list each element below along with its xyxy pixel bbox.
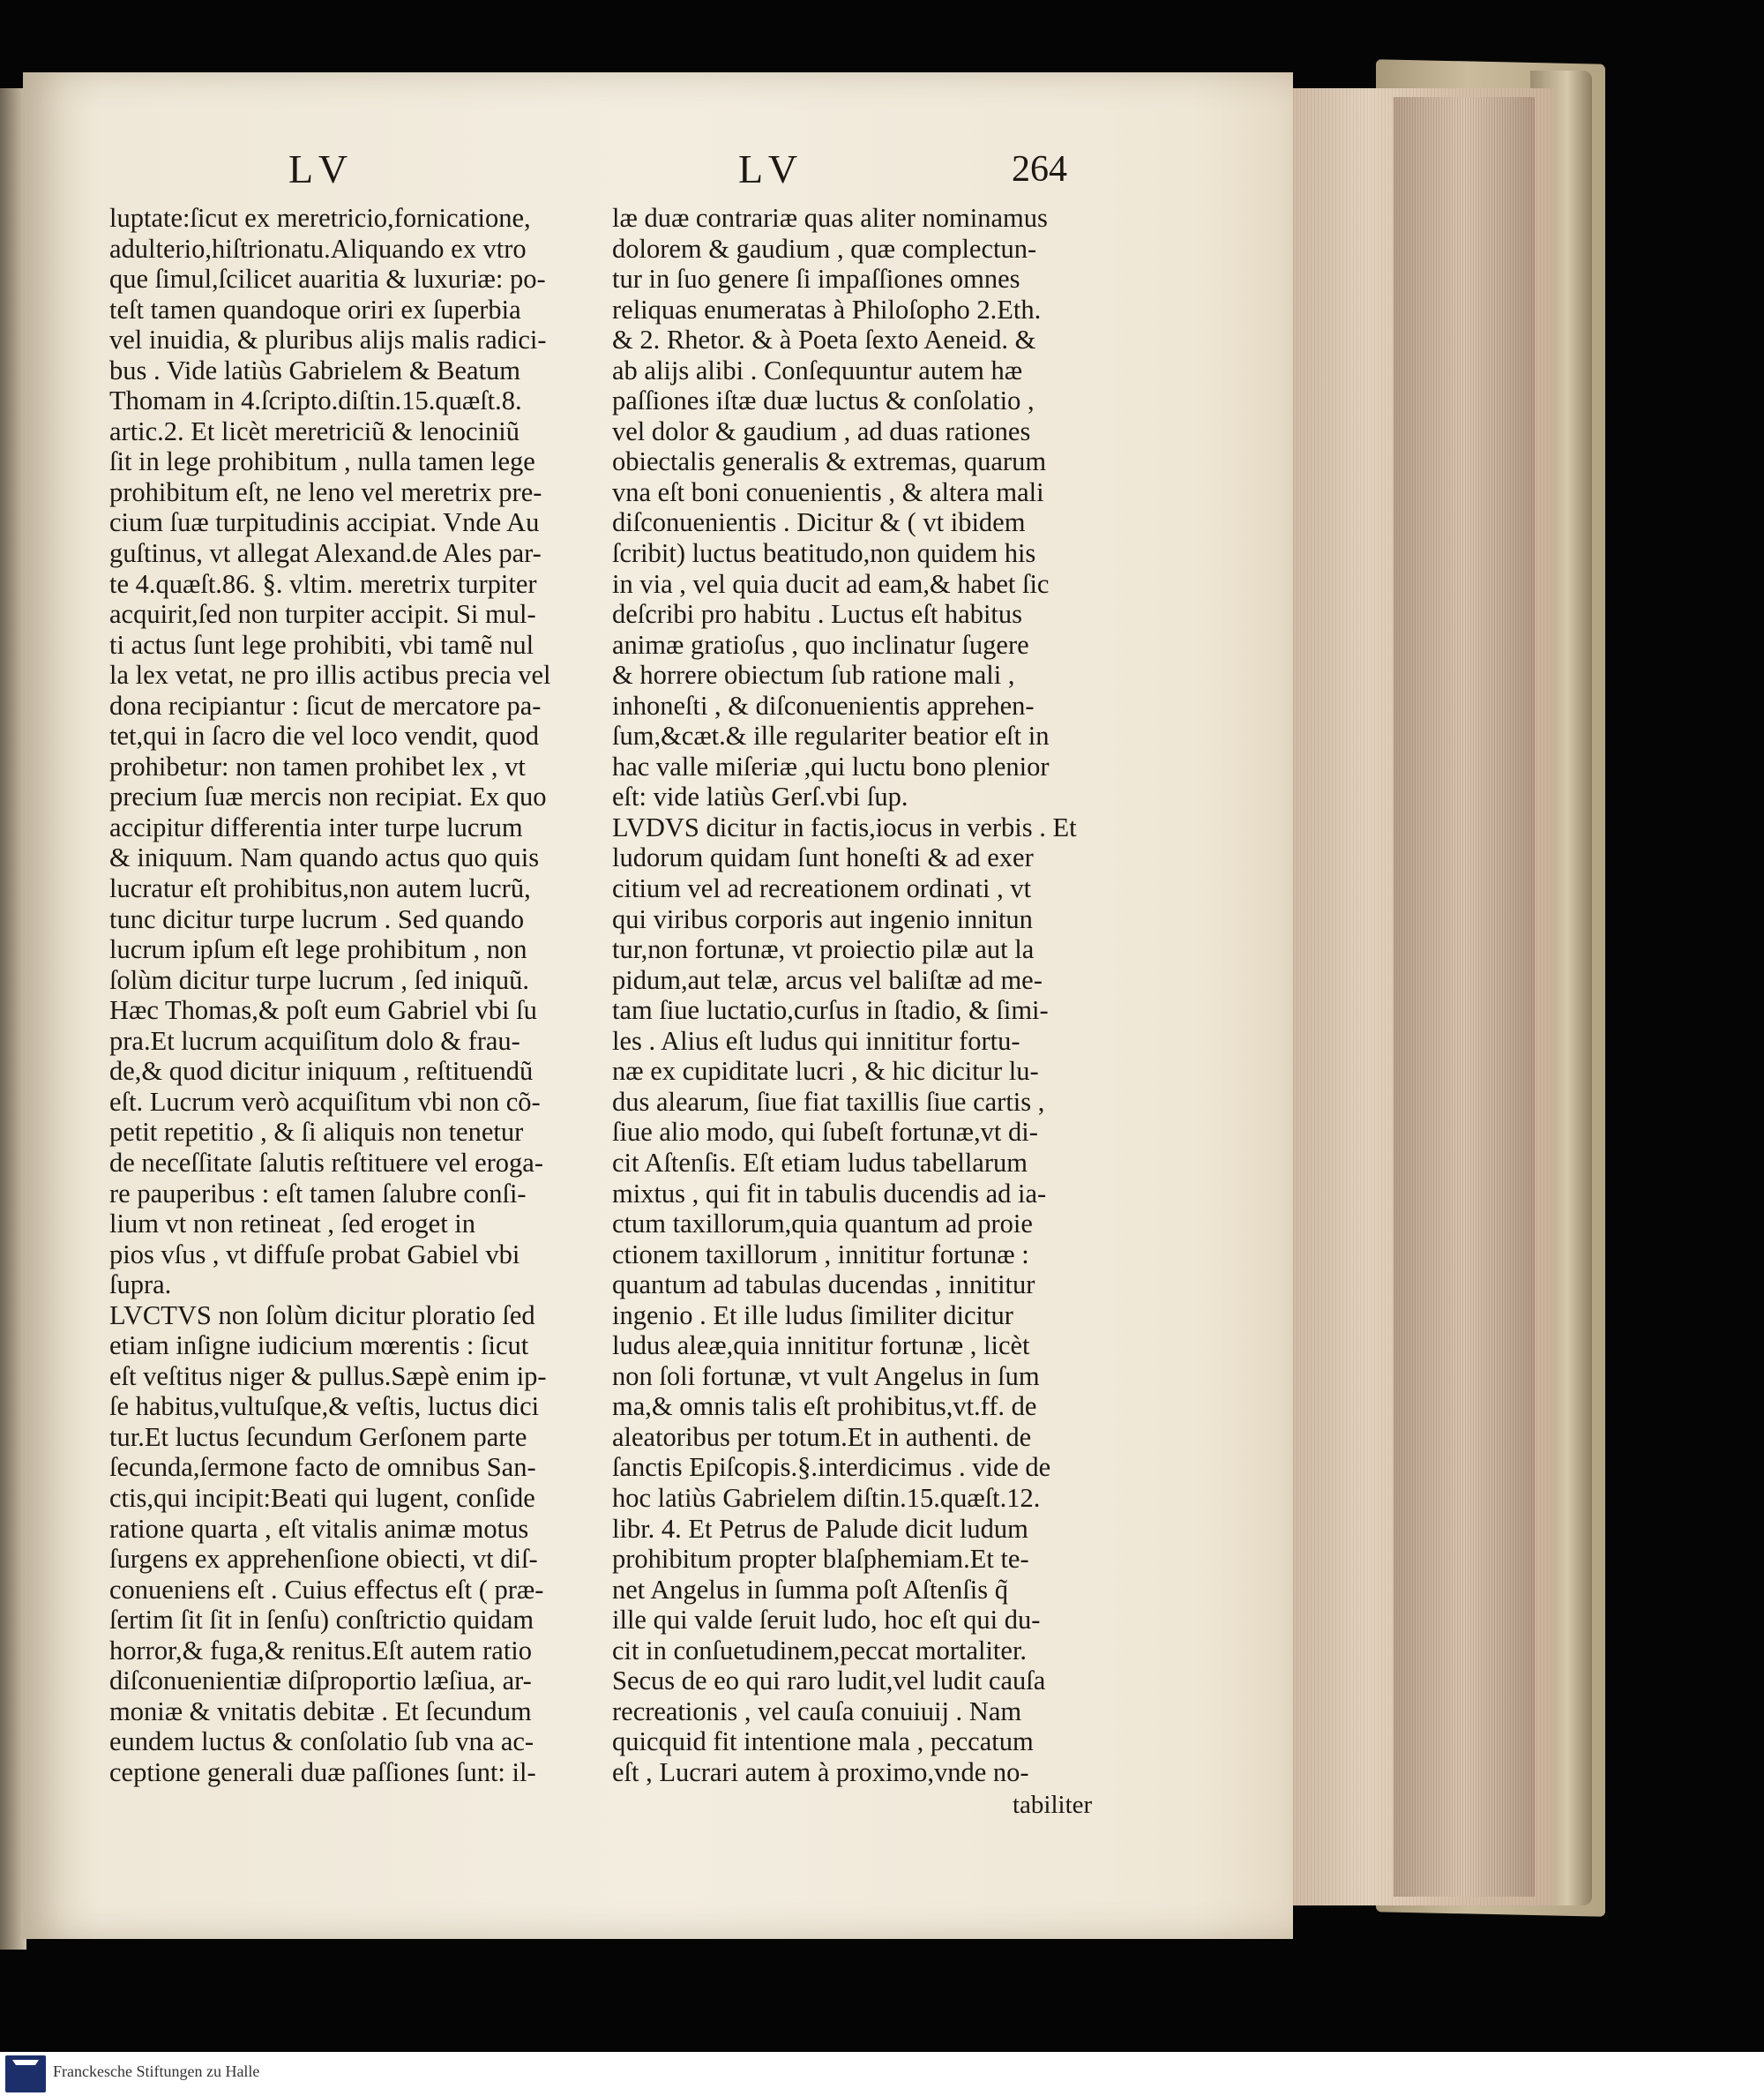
text-line: re pauperibus : eſt tamen ſalubre conſi- (109, 1178, 527, 1209)
footer-bar (0, 2052, 1764, 2096)
text-line: prohibitum eſt, ne leno vel meretrix pre- (109, 476, 542, 507)
running-head-right: LV (738, 146, 807, 191)
text-line: vel dolor & gaudium , ad duas rationes (612, 415, 1031, 446)
text-line: accipitur differentia inter turpe lucrum (109, 812, 523, 842)
text-line: eſt , Lucrari autem à proximo,vnde no- (612, 1756, 1029, 1787)
text-line: quicquid fit intentione mala , peccatum (612, 1726, 1034, 1757)
text-line: guſtinus, vt allegat Alexand.de Ales par- (109, 538, 542, 569)
text-line: næ ex cupiditate lucri , & hic dicitur lu- (612, 1056, 1039, 1087)
text-line: cit Aſtenſis. Eſt etiam ludus tabellarum (612, 1147, 1028, 1178)
logo-mark-icon (12, 2060, 39, 2079)
text-line: conueniens eſt . Cuius effectus eſt ( præ- (109, 1574, 544, 1605)
text-line: lucrum ipſum eſt lege prohibitum , non (109, 934, 527, 965)
text-line: ſupra. (109, 1269, 172, 1300)
text-line: diſconuenientis . Dicitur & ( vt ibidem (612, 507, 1026, 538)
text-line: tunc dicitur turpe lucrum . Sed quando (109, 903, 525, 934)
text-line: tet,qui in ſacro die vel loco vendit, quod (109, 721, 540, 752)
text-line: dus alearum, ſiue fiat taxillis ſiue cartis , (612, 1086, 1045, 1117)
text-line: deſcribi pro habitu . Luctus eſt habitus (612, 599, 1023, 630)
text-line: que ſimul,ſcilicet auaritia & luxuriæ: po- (109, 264, 546, 295)
text-line: eſt veſtitus niger & pullus.Sæpè enim ip- (109, 1360, 547, 1391)
text-line: tam ſiue luctatio,curſus in ſtadio, & ſimi- (612, 995, 1049, 1026)
text-line: vna eſt boni conuenientis , & altera mali (612, 476, 1044, 507)
text-line: cit in conſuetudinem,peccat mortaliter. (612, 1635, 1028, 1666)
text-line: aleatoribus per totum.Et in authenti. de (612, 1421, 1032, 1452)
text-line: ma,& omnis talis eſt prohibitus,vt.ff. de (612, 1391, 1037, 1422)
text-line: cium ſuæ turpitudinis accipiat. Vnde Au (109, 507, 540, 538)
text-line: net Angelus in ſumma poſt Aſtenſis q̃ (612, 1574, 1009, 1605)
text-line: diſconuenientiæ diſproportio læſiua, ar- (109, 1666, 532, 1696)
text-line: ſolùm dicitur turpe lucrum , ſed iniquũ. (109, 964, 530, 995)
text-line: eſt. Lucrum verò acquiſitum vbi non cõ- (109, 1086, 541, 1117)
text-line: hoc latiùs Gabrielem diſtin.15.quæſt.12. (612, 1482, 1041, 1513)
text-line: lium vt non retineat , ſed eroget in (109, 1209, 476, 1239)
text-line: ratione quarta , eſt vitalis animæ motus (109, 1513, 529, 1544)
running-head-left: LV (288, 146, 357, 191)
text-line: etiam inſigne iudicium mœrentis : ſicut (109, 1330, 529, 1361)
text-line: non ſoli fortunæ, vt vult Angelus in ſum (612, 1360, 1040, 1391)
text-line: artic.2. Et licèt meretriciũ & lenociniũ (109, 415, 519, 446)
text-line: prohibetur: non tamen prohibet lex , vt (109, 751, 526, 782)
text-line: adulterio,hiſtrionatu.Aliquando ex vtro (109, 233, 527, 264)
text-line: tur.Et luctus ſecundum Gerſonem parte (109, 1421, 527, 1452)
text-line: ludorum quidam ſunt honeſti & ad exer (612, 842, 1034, 873)
text-line: lucratur eſt prohibitus,non autem lucrũ, (109, 873, 531, 904)
text-line: horror,& fuga,& renitus.Eſt autem ratio (109, 1635, 533, 1666)
text-line: ab alijs alibi . Conſequuntur autem hæ (612, 355, 1023, 386)
text-line: les . Alius eſt ludus qui innititur fortu- (612, 1025, 1020, 1056)
text-line: moniæ & vnitatis debitæ . Et ſecundum (109, 1696, 532, 1726)
text-line: teſt tamen quandoque oriri ex ſuperbia (109, 294, 521, 325)
text-line: Secus de eo qui raro ludit,vel ludit cauſa (612, 1666, 1046, 1696)
text-line: quantum ad tabulas ducendas , innititur (612, 1269, 1035, 1300)
text-line: acquirit,ſed non turpiter accipit. Si mul- (109, 599, 536, 630)
text-line: la lex vetat, ne pro illis actibus precia vel (109, 660, 551, 691)
text-line: ſit in lege prohibitum , nulla tamen lege (109, 446, 535, 477)
text-line: ludus aleæ,quia innititur fortunæ , licèt (612, 1330, 1030, 1361)
text-line: ſertim ſit ſit in ſenſu) conſtrictio quidam (109, 1605, 534, 1636)
text-line: Thomam in 4.ſcripto.diſtin.15.quæſt.8. (109, 386, 522, 416)
text-line: ctionem taxillorum , innititur fortunæ : (612, 1239, 1029, 1269)
text-line: animæ gratioſus , quo inclinatur ſugere (612, 629, 1029, 660)
text-line: LVCTVS non ſolùm dicitur ploratio ſed (109, 1299, 535, 1330)
text-line: ſe habitus,vultuſque,& veſtis, luctus dici (109, 1391, 540, 1422)
page-fore-edge-inner (1394, 97, 1535, 1897)
text-line: petit repetitio , & ſi aliquis non tenetur (109, 1117, 524, 1148)
text-line: ctum taxillorum,quia quantum ad proie (612, 1209, 1033, 1239)
text-line: Hæc Thomas,& poſt eum Gabriel vbi ſu (109, 995, 537, 1026)
text-line: & horrere obiectum ſub ratione mali , (612, 660, 1015, 691)
text-line: precium ſuæ mercis non recipiat. Ex quo (109, 782, 547, 812)
text-column-right (612, 203, 1132, 1787)
page-number: 264 (1012, 149, 1067, 190)
text-line: inhoneſti , & diſconuenientis apprehen- (612, 690, 1035, 721)
text-line: ceptione generali duæ paſſiones ſunt: il- (109, 1756, 536, 1787)
text-line: ille qui valde ſeruit ludo, hoc eſt qui du- (612, 1605, 1041, 1636)
institution-name: Franckesche Stiftungen zu Halle (53, 2062, 260, 2080)
text-line: & iniquum. Nam quando actus quo quis (109, 842, 540, 873)
text-line: pidum,aut telæ, arcus vel baliſtæ ad me- (612, 964, 1043, 995)
text-line: & 2. Rhetor. & à Poeta ſexto Aeneid. & (612, 325, 1036, 356)
text-line: vel inuidia, & pluribus alijs malis radici- (109, 325, 547, 356)
text-line: de neceſſitate ſalutis reſtituere vel eroga- (109, 1147, 543, 1178)
text-line: LVDVS dicitur in factis,iocus in verbis . Et (612, 812, 1077, 842)
text-line: ſcribit) luctus beatitudo,non quidem his (612, 538, 1036, 569)
text-line: eundem luctus & conſolatio ſub vna ac- (109, 1726, 534, 1757)
text-line: hac valle miſeriæ ,qui luctu bono plenior (612, 751, 1050, 782)
text-line: tur,non fortunæ, vt proiectio pilæ aut la (612, 934, 1035, 965)
text-line: de,& quod dicitur iniquum , reſtituendũ (109, 1056, 534, 1087)
text-column-left (109, 203, 603, 1787)
text-line: mixtus , qui fit in tabulis ducendis ad ia- (612, 1178, 1047, 1209)
text-line: læ duæ contrariæ quas aliter nominamus (612, 203, 1048, 233)
text-line: obiectalis generalis & extremas, quarum (612, 446, 1047, 477)
text-line: in via , vel quia ducit ad eam,& habet ſic (612, 568, 1050, 599)
text-line: ti actus ſunt lege prohibiti, vbi tamẽ nul (109, 629, 534, 660)
text-line: reliquas enumeratas à Philoſopho 2.Eth. (612, 294, 1042, 325)
text-line: prohibitum propter blaſphemiam.Et te- (612, 1544, 1029, 1575)
text-line: eſt: vide latiùs Gerſ.vbi ſup. (612, 782, 908, 812)
text-line: qui viribus corporis aut ingenio innitun (612, 903, 1033, 934)
text-line: paſſiones iſtæ duæ luctus & conſolatio , (612, 386, 1035, 416)
text-line: ſurgens ex apprehenſione obiecti, vt diſ- (109, 1544, 538, 1575)
text-line: ſum,&cæt.& ille regulariter beatior eſt in (612, 721, 1050, 752)
text-line: ingenio . Et ille ludus ſimiliter dicitur (612, 1299, 1013, 1330)
text-line: recreationis , vel cauſa conuiuij . Nam (612, 1696, 1022, 1726)
text-line: te 4.quæſt.86. §. vltim. meretrix turpiter (109, 568, 537, 599)
text-line: pra.Et lucrum acquiſitum dolo & frau- (109, 1025, 520, 1056)
text-line: tur in ſuo genere ſi impaſſiones omnes (612, 264, 1020, 295)
text-line: dolorem & gaudium , quæ complectun- (612, 233, 1037, 264)
text-line: libr. 4. Et Petrus de Palude dicit ludum (612, 1513, 1028, 1544)
text-line: ctis,qui incipit:Beati qui lugent, conſide (109, 1482, 535, 1513)
text-line: ſanctis Epiſcopis.§.interdicimus . vide de (612, 1452, 1051, 1483)
text-line: dona recipiantur : ſicut de mercatore pa- (109, 690, 542, 721)
catchword: tabiliter (1013, 1791, 1093, 1819)
text-line: citium vel ad recreationem ordinati , vt (612, 873, 1032, 904)
text-line: ſecunda,ſermone facto de omnibus San- (109, 1452, 536, 1483)
text-line: bus . Vide latiùs Gabrielem & Beatum (109, 355, 521, 386)
text-line: pios vſus , vt diffuſe probat Gabiel vbi (109, 1239, 520, 1269)
text-line: luptate:ſicut ex meretricio,fornicatione, (109, 203, 531, 233)
text-line: ſiue alio modo, qui ſubeſt fortunæ,vt di- (612, 1117, 1038, 1148)
